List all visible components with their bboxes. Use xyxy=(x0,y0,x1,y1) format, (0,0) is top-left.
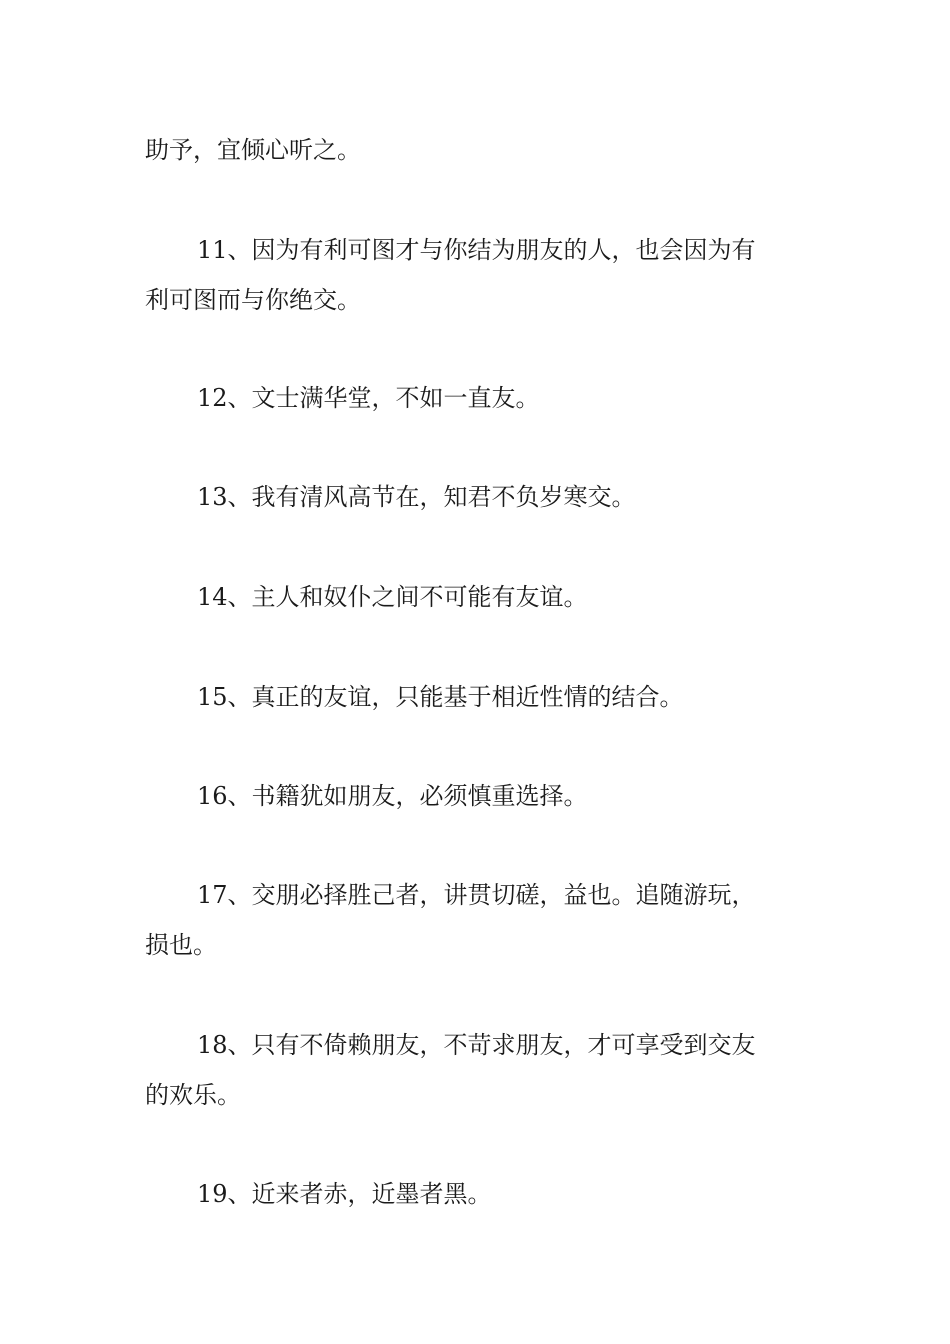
paragraph-line: 11、因为有利可图才与你结为朋友的人，也会因为有 xyxy=(197,236,756,264)
paragraph-13 xyxy=(145,472,815,522)
paragraph-15 xyxy=(145,672,815,722)
paragraph-line: 15、真正的友谊，只能基于相近性情的结合。 xyxy=(197,683,684,711)
paragraph-17 xyxy=(145,870,815,970)
paragraph-19 xyxy=(145,1169,815,1219)
paragraph-14 xyxy=(145,572,815,622)
paragraph-line: 利可图而与你绝交。 xyxy=(145,286,361,314)
paragraph-line: 损也。 xyxy=(145,931,217,959)
paragraph-11 xyxy=(145,225,815,325)
paragraph-line: 16、书籍犹如朋友，必须慎重选择。 xyxy=(197,782,588,810)
paragraph-continuation xyxy=(145,125,815,175)
paragraph-line: 17、交朋必择胜己者，讲贯切磋，益也。追随游玩， xyxy=(197,881,756,909)
paragraph-line: 14、主人和奴仆之间不可能有友谊。 xyxy=(197,583,588,611)
paragraph-line: 13、我有清风高节在，知君不负岁寒交。 xyxy=(197,483,636,511)
paragraph-12 xyxy=(145,373,815,423)
paragraph-line: 的欢乐。 xyxy=(145,1081,241,1109)
paragraph-line: 12、文士满华堂，不如一直友。 xyxy=(197,384,540,412)
paragraph-line: 18、只有不倚赖朋友，不苛求朋友，才可享受到交友 xyxy=(197,1031,756,1059)
paragraph-18 xyxy=(145,1020,815,1120)
paragraph-line: 助予，宜倾心听之。 xyxy=(145,136,361,164)
paragraph-line: 19、近来者赤，近墨者黑。 xyxy=(197,1180,492,1208)
paragraph-16 xyxy=(145,771,815,821)
